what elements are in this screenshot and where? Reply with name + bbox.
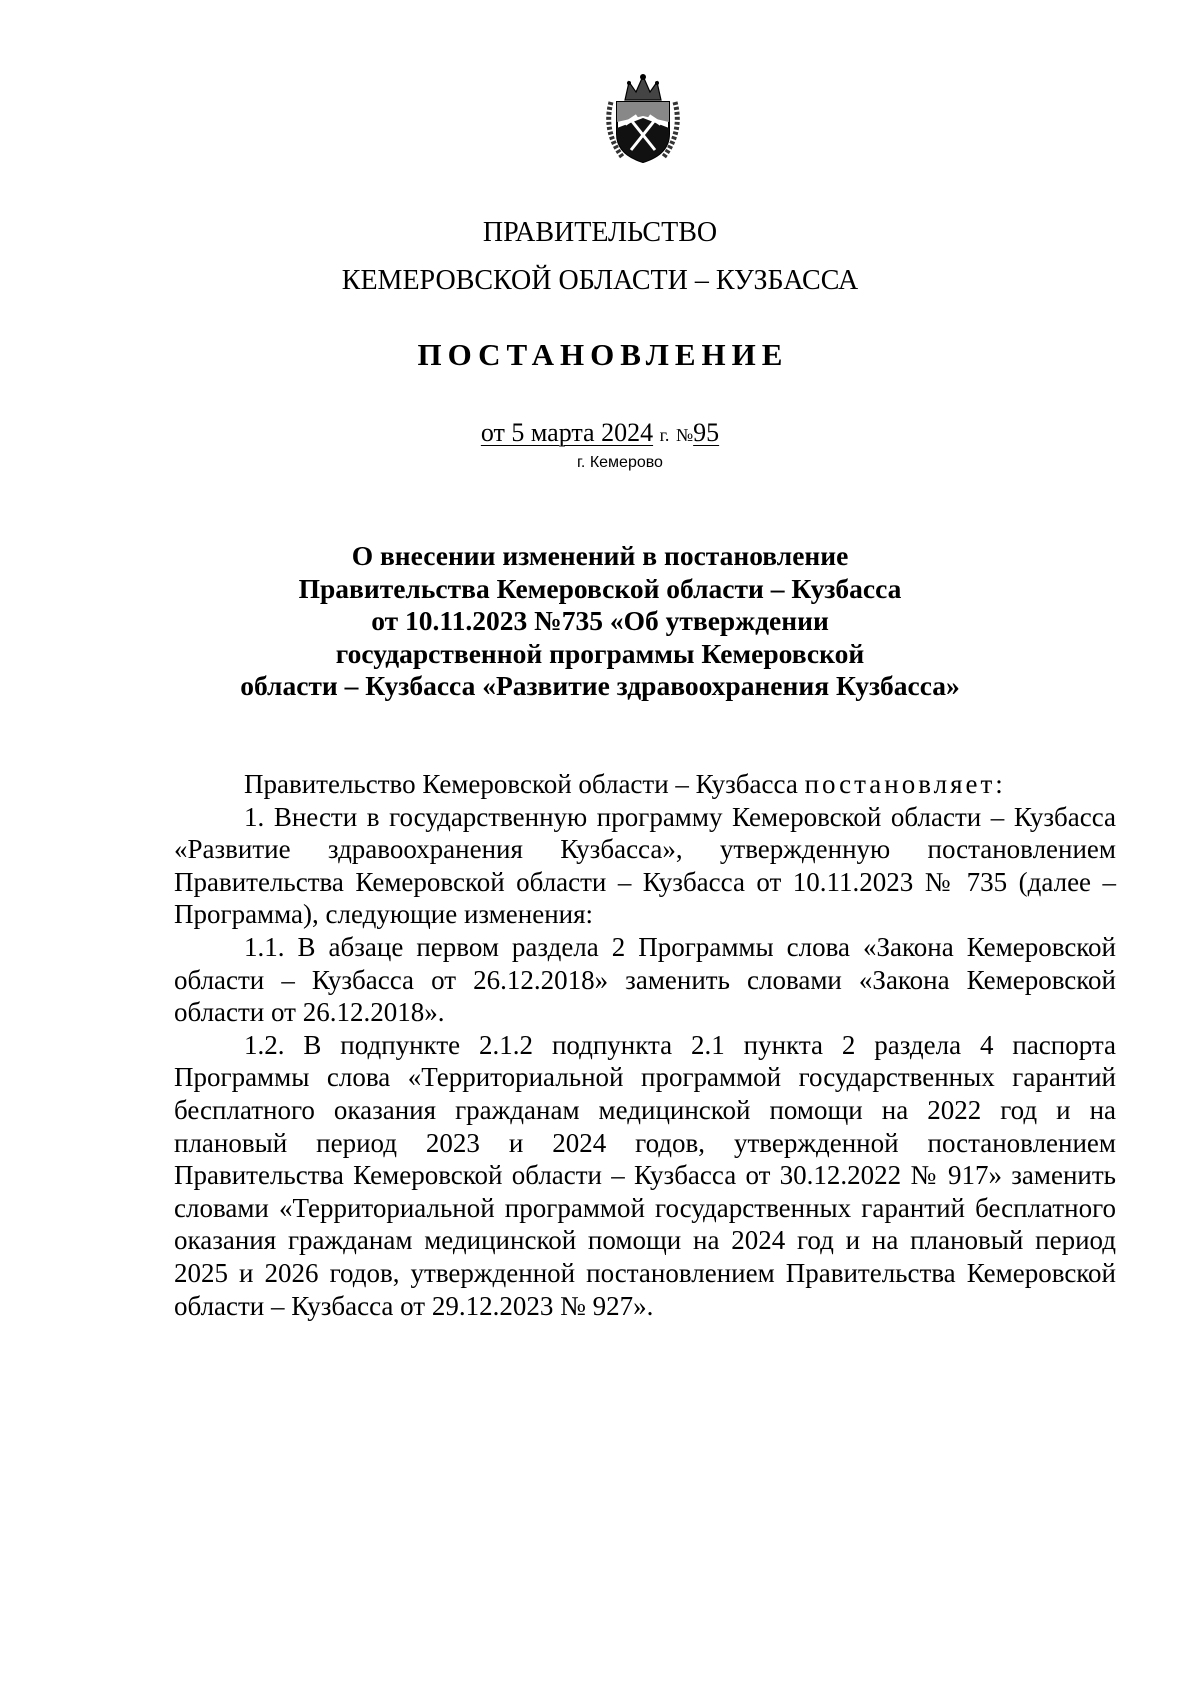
year-suffix: г. bbox=[659, 425, 670, 445]
title-line: от 10.11.2023 №735 «Об утверждении bbox=[371, 605, 829, 636]
intro-text: Правительство Кемеровской области – Кузбасса bbox=[244, 769, 798, 799]
paragraph-1: 1. Внести в государственную программу Кемеровской области – Кузбасса «Развитие здравоохранения Кузбасса», утвержденную постановлением Правительства Кемеровской области – Кузбасса от 10.11.2023 № 735 (далее – Программа), следующие изменения: bbox=[174, 801, 1116, 930]
paragraph-1-2: 1.2. В подпункте 2.1.2 подпункта 2.1 пункта 2 раздела 4 паспорта Программы слова «Территориальной программой государственных гарантий бесплатного оказания гражданам медицинской помощи на 2022 год и на плановый период 2023 и 2024 годов, утвержденной постановлением Правительства Кемеровской области – Кузбасса от 30.12.2022 № 917» заменить словами «Территориальной программой государственных гарантий бесплатного оказания гражданам медицинской помощи на 2024 год и на плановый период 2025 и 2026 годов, утвержденной постановлением Правительства Кемеровской области – Кузбасса от 29.12.2023 № 927». bbox=[174, 1029, 1116, 1321]
document-type-heading: ПОСТАНОВЛЕНИЕ bbox=[417, 337, 789, 372]
paragraph-1-1: 1.1. В абзаце первом раздела 2 Программы слова «Закона Кемеровской области – Кузбасса от 26.12.2018» заменить словами «Закона Кемеровской области от 26.12.2018». bbox=[174, 931, 1116, 1028]
document-title bbox=[0, 540, 1200, 703]
document-city: г. Кемерово bbox=[577, 454, 663, 471]
organization-name-line-1: ПРАВИТЕЛЬСТВО bbox=[482, 217, 718, 248]
document-body bbox=[174, 768, 1116, 1322]
organization-name-line-2: КЕМЕРОВСКОЙ ОБЛАСТИ – КУЗБАССА bbox=[341, 265, 859, 296]
title-line: О внесении изменений в постановление bbox=[351, 540, 849, 571]
intro-paragraph bbox=[174, 768, 1116, 801]
title-line: области – Кузбасса «Развитие здравоохранения Кузбасса» bbox=[240, 670, 960, 701]
document-date: от 5 марта 2024 bbox=[480, 418, 654, 447]
title-line: Правительства Кемеровской области – Кузбасса bbox=[298, 572, 902, 604]
title-line: государственной программы Кемеровской bbox=[335, 637, 865, 669]
document-date-number-line bbox=[0, 418, 1200, 450]
number-sign: № bbox=[675, 425, 694, 445]
coat-of-arms-emblem bbox=[601, 72, 685, 168]
document-number: 95 bbox=[693, 418, 720, 447]
intro-action: постановляет: bbox=[804, 769, 1006, 799]
